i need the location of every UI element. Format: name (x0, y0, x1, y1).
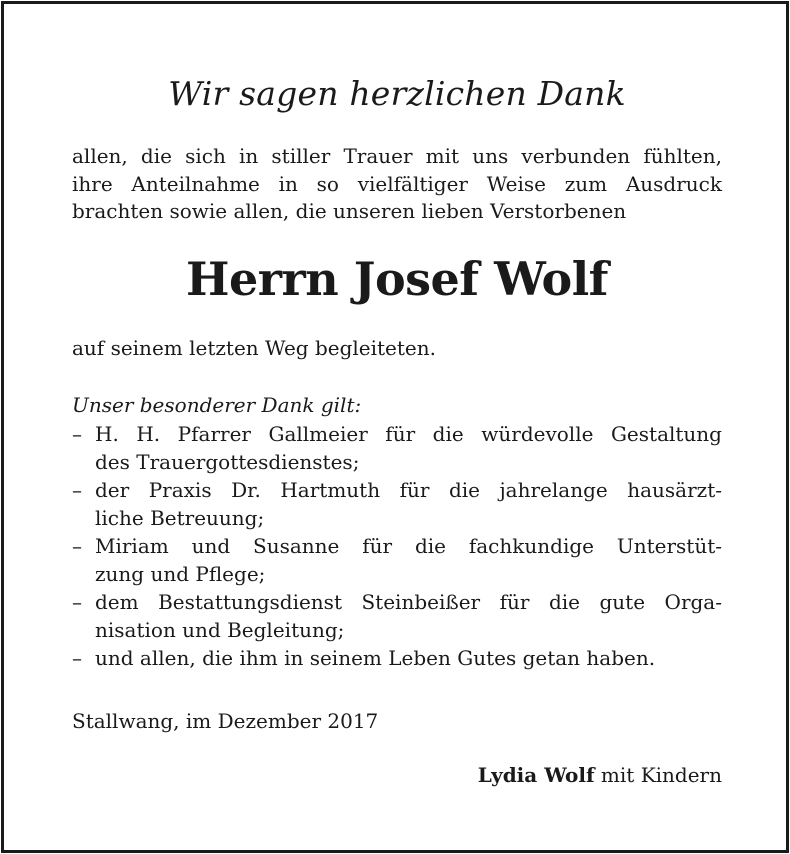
list-item-line: zung und Pflege; (95, 562, 266, 586)
signature-name: Lydia Wolf (477, 763, 595, 787)
intro-paragraph (72, 143, 722, 226)
signature (478, 761, 722, 789)
list-item-line: und allen, die ihm in seinem Leben Gutes getan haben. (95, 646, 656, 670)
list-item-line: H. H. Pfarrer Gallmeier für die würdevolle Gestaltung (95, 422, 722, 446)
dash-marker: – (72, 534, 82, 558)
dash-marker: – (72, 422, 82, 446)
list-item-line: des Trauergottesdienstes; (95, 450, 360, 474)
thanks-heading: Unser besonderer Dank gilt: (72, 393, 362, 417)
list-item-line: dem Bestattungsdienst Steinbeißer für die gute Orga- (95, 590, 722, 614)
signature-suffix: mit Kindern (594, 763, 722, 787)
notice-heading: Wir sagen herzlichen Dank (168, 74, 626, 113)
dash-marker: – (72, 646, 82, 670)
list-item-line: nisation und Begleitung; (95, 618, 345, 642)
intro-line: brachten sowie allen, die unseren lieben Verstorbenen (72, 199, 627, 223)
list-item (72, 476, 722, 532)
intro-line: ihre Anteilnahme in so vielfältiger Weise zum Ausdruck (72, 171, 722, 196)
place-date: Stallwang, im Dezember 2017 (72, 709, 379, 733)
deceased-name: Herrn Josef Wolf (186, 252, 608, 306)
dash-marker: – (72, 478, 82, 502)
list-item (72, 532, 722, 588)
thank-you-notice (1, 1, 789, 853)
list-item (72, 644, 722, 672)
list-item-line: der Praxis Dr. Hartmuth für die jahrelange hausärzt- (95, 478, 722, 502)
intro-line: allen, die sich in stiller Trauer mit uns verbunden fühlten, (72, 144, 722, 168)
list-item (72, 588, 722, 644)
list-item-line: Miriam und Susanne für die fachkundige Unterstüt- (95, 534, 722, 558)
thanks-list (72, 420, 722, 672)
dash-marker: – (72, 590, 82, 614)
list-item-line: liche Betreuung; (95, 506, 265, 530)
after-text: auf seinem letzten Weg begleiteten. (72, 336, 436, 360)
list-item (72, 420, 722, 476)
